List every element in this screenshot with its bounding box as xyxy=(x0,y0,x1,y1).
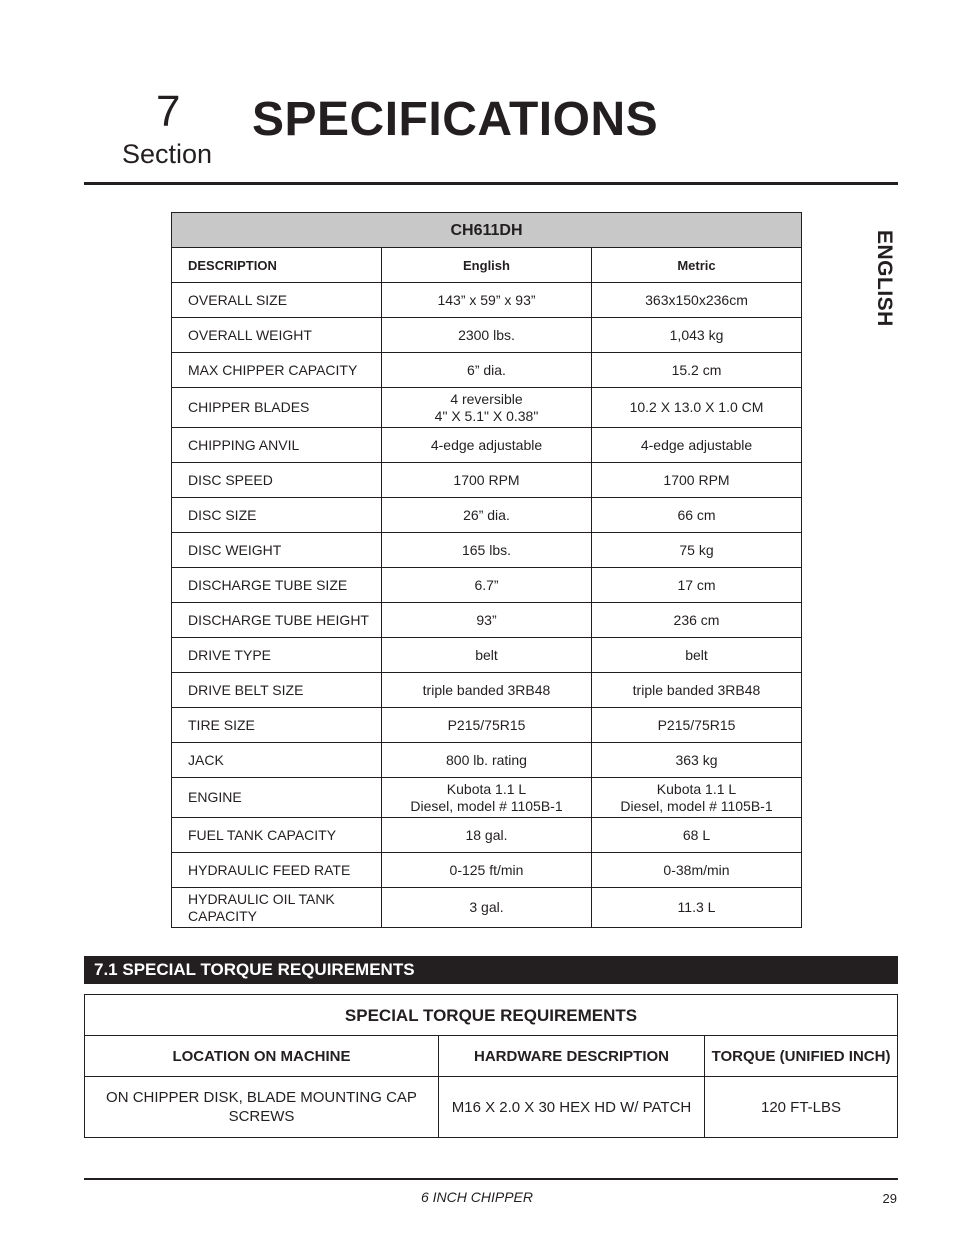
spec-metric-cell: 1,043 kg xyxy=(592,318,802,353)
spec-description-cell: CHIPPING ANVIL xyxy=(172,428,382,463)
spec-english-cell: triple banded 3RB48 xyxy=(382,673,592,708)
column-header-location: LOCATION ON MACHINE xyxy=(85,1036,439,1077)
spec-english-cell: 800 lb. rating xyxy=(382,743,592,778)
table-row xyxy=(172,533,802,568)
spec-metric-cell: P215/75R15 xyxy=(592,708,802,743)
spec-metric-cell: 68 L xyxy=(592,818,802,853)
spec-description-cell: DISCHARGE TUBE SIZE xyxy=(172,568,382,603)
spec-metric-cell: Kubota 1.1 L Diesel, model # 1105B-1 xyxy=(592,778,802,818)
spec-description-cell: MAX CHIPPER CAPACITY xyxy=(172,353,382,388)
spec-metric-cell: 363 kg xyxy=(592,743,802,778)
spec-description-cell: DISC WEIGHT xyxy=(172,533,382,568)
table-row xyxy=(172,818,802,853)
spec-english-cell: 2300 lbs. xyxy=(382,318,592,353)
column-header-torque: TORQUE (UNIFIED INCH) xyxy=(705,1036,898,1077)
spec-description-cell: HYDRAULIC OIL TANK CAPACITY xyxy=(172,888,382,928)
spec-english-cell: 18 gal. xyxy=(382,818,592,853)
spec-english-cell: 143” x 59” x 93” xyxy=(382,283,592,318)
spec-english-cell: 4 reversible 4" X 5.1" X 0.38" xyxy=(382,388,592,428)
header-divider xyxy=(84,182,898,185)
table-row xyxy=(172,853,802,888)
spec-english-cell: P215/75R15 xyxy=(382,708,592,743)
spec-english-cell: 6.7” xyxy=(382,568,592,603)
spec-metric-cell: 75 kg xyxy=(592,533,802,568)
column-header-hardware: HARDWARE DESCRIPTION xyxy=(439,1036,705,1077)
spec-english-cell: 3 gal. xyxy=(382,888,592,928)
spec-english-cell: 165 lbs. xyxy=(382,533,592,568)
torque-body xyxy=(85,1077,898,1138)
table-row xyxy=(172,888,802,928)
torque-table-title: SPECIAL TORQUE REQUIREMENTS xyxy=(85,995,898,1036)
spec-description-cell: HYDRAULIC FEED RATE xyxy=(172,853,382,888)
spec-english-cell: 93” xyxy=(382,603,592,638)
torque-location-cell: ON CHIPPER DISK, BLADE MOUNTING CAP SCREWS xyxy=(85,1077,439,1138)
spec-english-cell: 26” dia. xyxy=(382,498,592,533)
spec-description-cell: DISC SIZE xyxy=(172,498,382,533)
column-header-metric: Metric xyxy=(592,248,802,283)
torque-table xyxy=(84,994,898,1138)
spec-metric-cell: 363x150x236cm xyxy=(592,283,802,318)
spec-metric-cell: 10.2 X 13.0 X 1.0 CM xyxy=(592,388,802,428)
table-row xyxy=(172,463,802,498)
column-header-english: English xyxy=(382,248,592,283)
spec-description-cell: JACK xyxy=(172,743,382,778)
page-title: SPECIFICATIONS xyxy=(252,93,659,146)
spec-description-cell: TIRE SIZE xyxy=(172,708,382,743)
spec-metric-cell: 1700 RPM xyxy=(592,463,802,498)
spec-metric-cell: 66 cm xyxy=(592,498,802,533)
spec-metric-cell: 0-38m/min xyxy=(592,853,802,888)
footer-divider xyxy=(84,1178,898,1180)
spec-english-cell: 0-125 ft/min xyxy=(382,853,592,888)
spec-metric-cell: triple banded 3RB48 xyxy=(592,673,802,708)
spec-metric-cell: 15.2 cm xyxy=(592,353,802,388)
table-row xyxy=(172,498,802,533)
spec-description-cell: OVERALL WEIGHT xyxy=(172,318,382,353)
model-header: CH611DH xyxy=(172,213,802,248)
spec-description-cell: DRIVE BELT SIZE xyxy=(172,673,382,708)
spec-english-cell: belt xyxy=(382,638,592,673)
section-heading: 7.1 SPECIAL TORQUE REQUIREMENTS xyxy=(84,956,898,984)
table-row xyxy=(172,638,802,673)
table-row xyxy=(172,743,802,778)
spec-description-cell: FUEL TANK CAPACITY xyxy=(172,818,382,853)
spec-metric-cell: 11.3 L xyxy=(592,888,802,928)
table-row xyxy=(85,1077,898,1138)
spec-metric-cell: 236 cm xyxy=(592,603,802,638)
section-number: 7 xyxy=(156,87,181,136)
table-row xyxy=(172,673,802,708)
spec-metric-cell: 4-edge adjustable xyxy=(592,428,802,463)
spec-description-cell: DISCHARGE TUBE HEIGHT xyxy=(172,603,382,638)
spec-english-cell: 6” dia. xyxy=(382,353,592,388)
spec-english-cell: 1700 RPM xyxy=(382,463,592,498)
page-number: 29 xyxy=(882,1191,897,1206)
table-row xyxy=(172,603,802,638)
table-row xyxy=(172,283,802,318)
spec-english-cell: 4-edge adjustable xyxy=(382,428,592,463)
table-row xyxy=(172,388,802,428)
language-tab: ENGLISH xyxy=(873,230,896,327)
spec-english-cell: Kubota 1.1 L Diesel, model # 1105B-1 xyxy=(382,778,592,818)
column-header-description: DESCRIPTION xyxy=(172,248,382,283)
spec-description-cell: OVERALL SIZE xyxy=(172,283,382,318)
spec-description-cell: DISC SPEED xyxy=(172,463,382,498)
table-row xyxy=(172,708,802,743)
torque-value-cell: 120 FT-LBS xyxy=(705,1077,898,1138)
specifications-body xyxy=(172,283,802,928)
specifications-table xyxy=(171,212,802,928)
spec-metric-cell: 17 cm xyxy=(592,568,802,603)
torque-hardware-cell: M16 X 2.0 X 30 HEX HD W/ PATCH xyxy=(439,1077,705,1138)
footer-title: 6 INCH CHIPPER xyxy=(420,1189,534,1205)
section-label: Section xyxy=(122,139,213,169)
table-row xyxy=(172,428,802,463)
spec-description-cell: CHIPPER BLADES xyxy=(172,388,382,428)
spec-description-cell: DRIVE TYPE xyxy=(172,638,382,673)
table-row xyxy=(172,778,802,818)
table-row xyxy=(172,353,802,388)
table-row xyxy=(172,568,802,603)
spec-metric-cell: belt xyxy=(592,638,802,673)
spec-description-cell: ENGINE xyxy=(172,778,382,818)
table-row xyxy=(172,318,802,353)
